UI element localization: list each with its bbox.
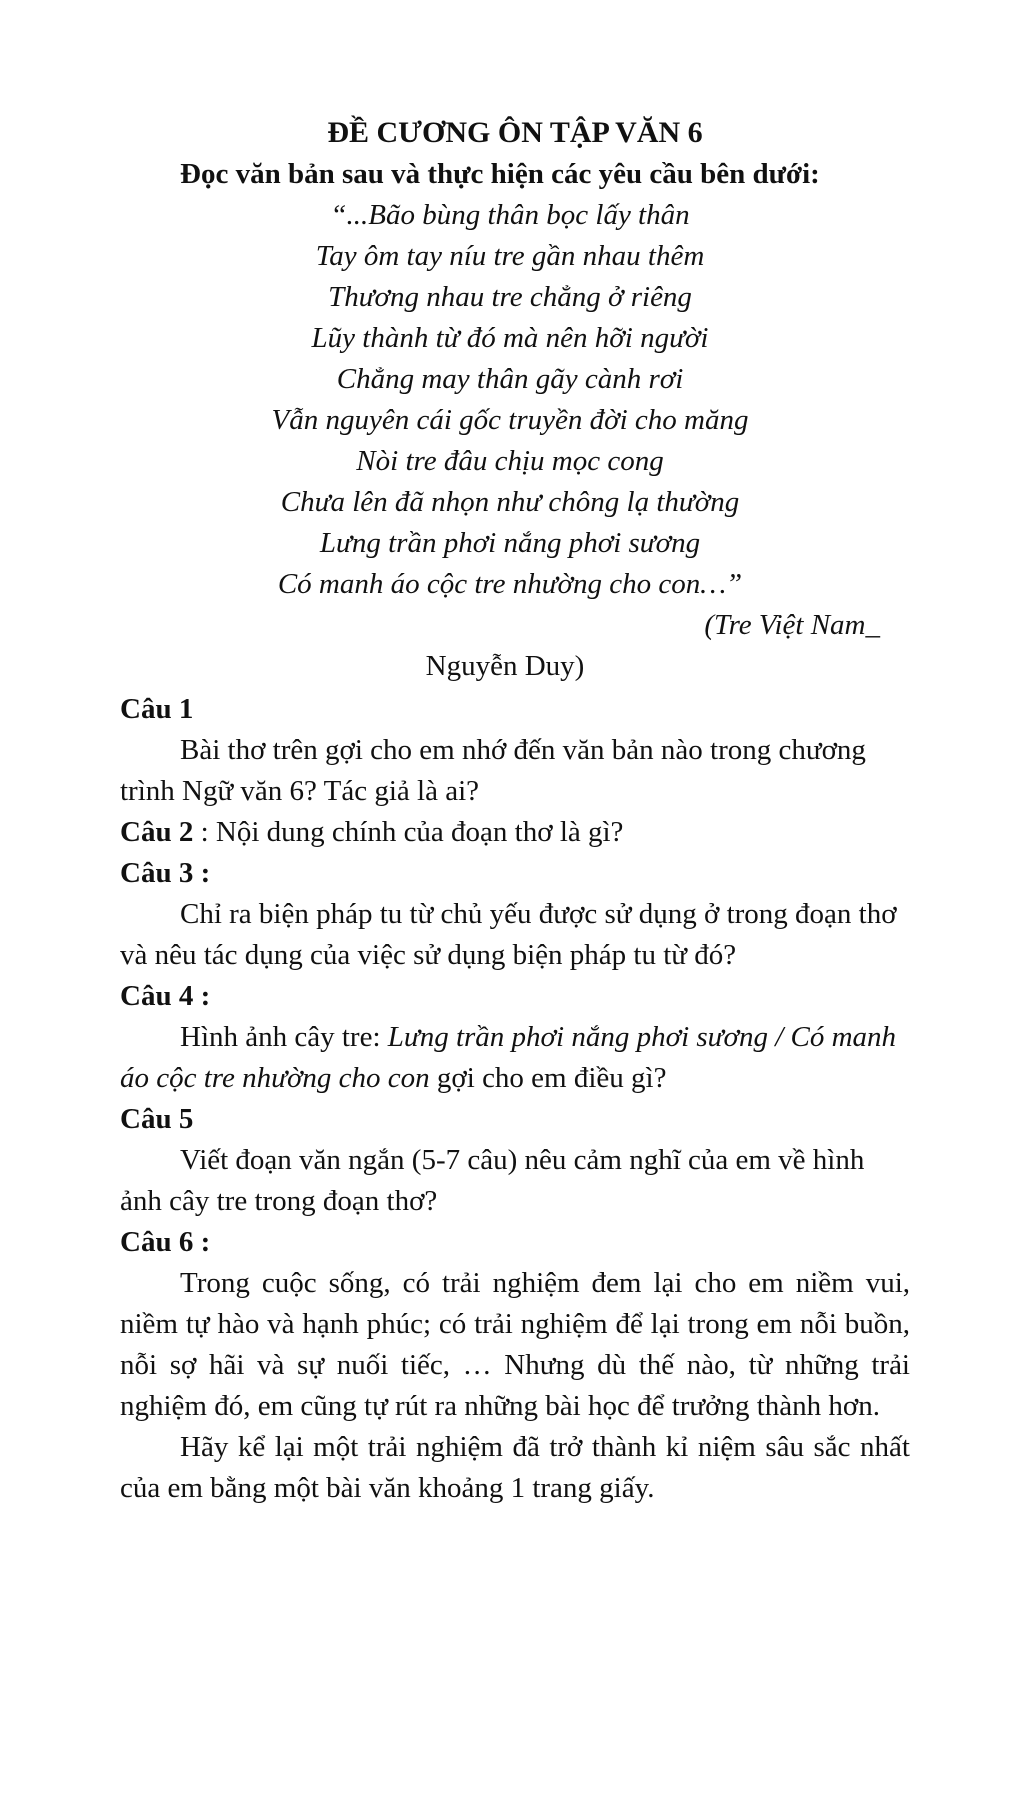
question-6-paragraph-2: Hãy kể lại một trải nghiệm đã trở thành kỉ niệm sâu sắc nhất của em bằng một bài văn khoảng 1 trang giấy. bbox=[120, 1431, 910, 1504]
question-3-label: Câu 3 : bbox=[120, 857, 211, 889]
question-4-quote: Lưng trần phơi nắng phơi sương / Có manh áo cộc tre nhường cho con bbox=[120, 1021, 897, 1094]
question-4-text-after: gợi cho em điều gì? bbox=[429, 1062, 667, 1094]
poem-line: Vẫn nguyên cái gốc truyền đời cho măng bbox=[271, 404, 749, 436]
question-4-text bbox=[120, 1017, 910, 1099]
poem-line: Nòi tre đâu chịu mọc cong bbox=[356, 445, 664, 477]
poem-line: Chưa lên đã nhọn như chông lạ thường bbox=[280, 486, 740, 518]
question-6-paragraph-1: Trong cuộc sống, có trải nghiệm đem lại cho em niềm vui, niềm tự hào và hạnh phúc; có trải nghiệm để lại trong em nỗi buồn, nỗi sợ hãi và sự nuối tiếc, … Nhưng dù thế nào, từ những trải nghiệm đó, em cũng tự rút ra những bài học để trưởng thành hơn. bbox=[120, 1267, 910, 1422]
poem-line: Lũy thành từ đó mà nên hỡi người bbox=[311, 322, 709, 354]
instruction-text: Đọc văn bản sau và thực hiện các yêu cầu bên dưới: bbox=[180, 158, 820, 190]
poem-line: Tay ôm tay níu tre gần nhau thêm bbox=[315, 240, 705, 272]
question-3-text: Chỉ ra biện pháp tu từ chủ yếu được sử dụng ở trong đoạn thơ và nêu tác dụng của việc sử dụng biện pháp tu từ đó? bbox=[120, 898, 897, 971]
question-5-text: Viết đoạn văn ngắn (5-7 câu) nêu cảm nghĩ của em về hình ảnh cây tre trong đoạn thơ? bbox=[120, 1144, 865, 1217]
document-title: ĐỀ CƯƠNG ÔN TẬP VĂN 6 bbox=[327, 116, 703, 149]
poem-line: Chẳng may thân gãy cành rơi bbox=[336, 363, 684, 395]
question-2-label: Câu 2 bbox=[120, 816, 194, 848]
poem-line: Lưng trần phơi nắng phơi sương bbox=[319, 527, 701, 559]
question-1-text: Bài thơ trên gợi cho em nhớ đến văn bản nào trong chương trình Ngữ văn 6? Tác giả là ai? bbox=[120, 734, 866, 807]
question-2 bbox=[120, 812, 910, 853]
poem-line: Thương nhau tre chẳng ở riêng bbox=[328, 281, 692, 313]
question-2-text: : Nội dung chính của đoạn thơ là gì? bbox=[193, 816, 624, 848]
question-1-label: Câu 1 bbox=[120, 693, 194, 725]
poem-source-work: (Tre Việt Nam_ bbox=[704, 609, 880, 641]
poem-line: “...Bão bùng thân bọc lấy thân bbox=[330, 199, 690, 231]
poem-line: Có manh áo cộc tre nhường cho con…” bbox=[277, 568, 743, 600]
question-4-label: Câu 4 : bbox=[120, 980, 211, 1012]
poem-source-author: Nguyễn Duy) bbox=[425, 650, 585, 682]
document-page bbox=[120, 112, 910, 1509]
question-4-text-before: Hình ảnh cây tre: bbox=[180, 1021, 388, 1053]
poem-excerpt bbox=[120, 195, 900, 605]
question-5-label: Câu 5 bbox=[120, 1103, 194, 1135]
question-6-label: Câu 6 : bbox=[120, 1226, 211, 1258]
